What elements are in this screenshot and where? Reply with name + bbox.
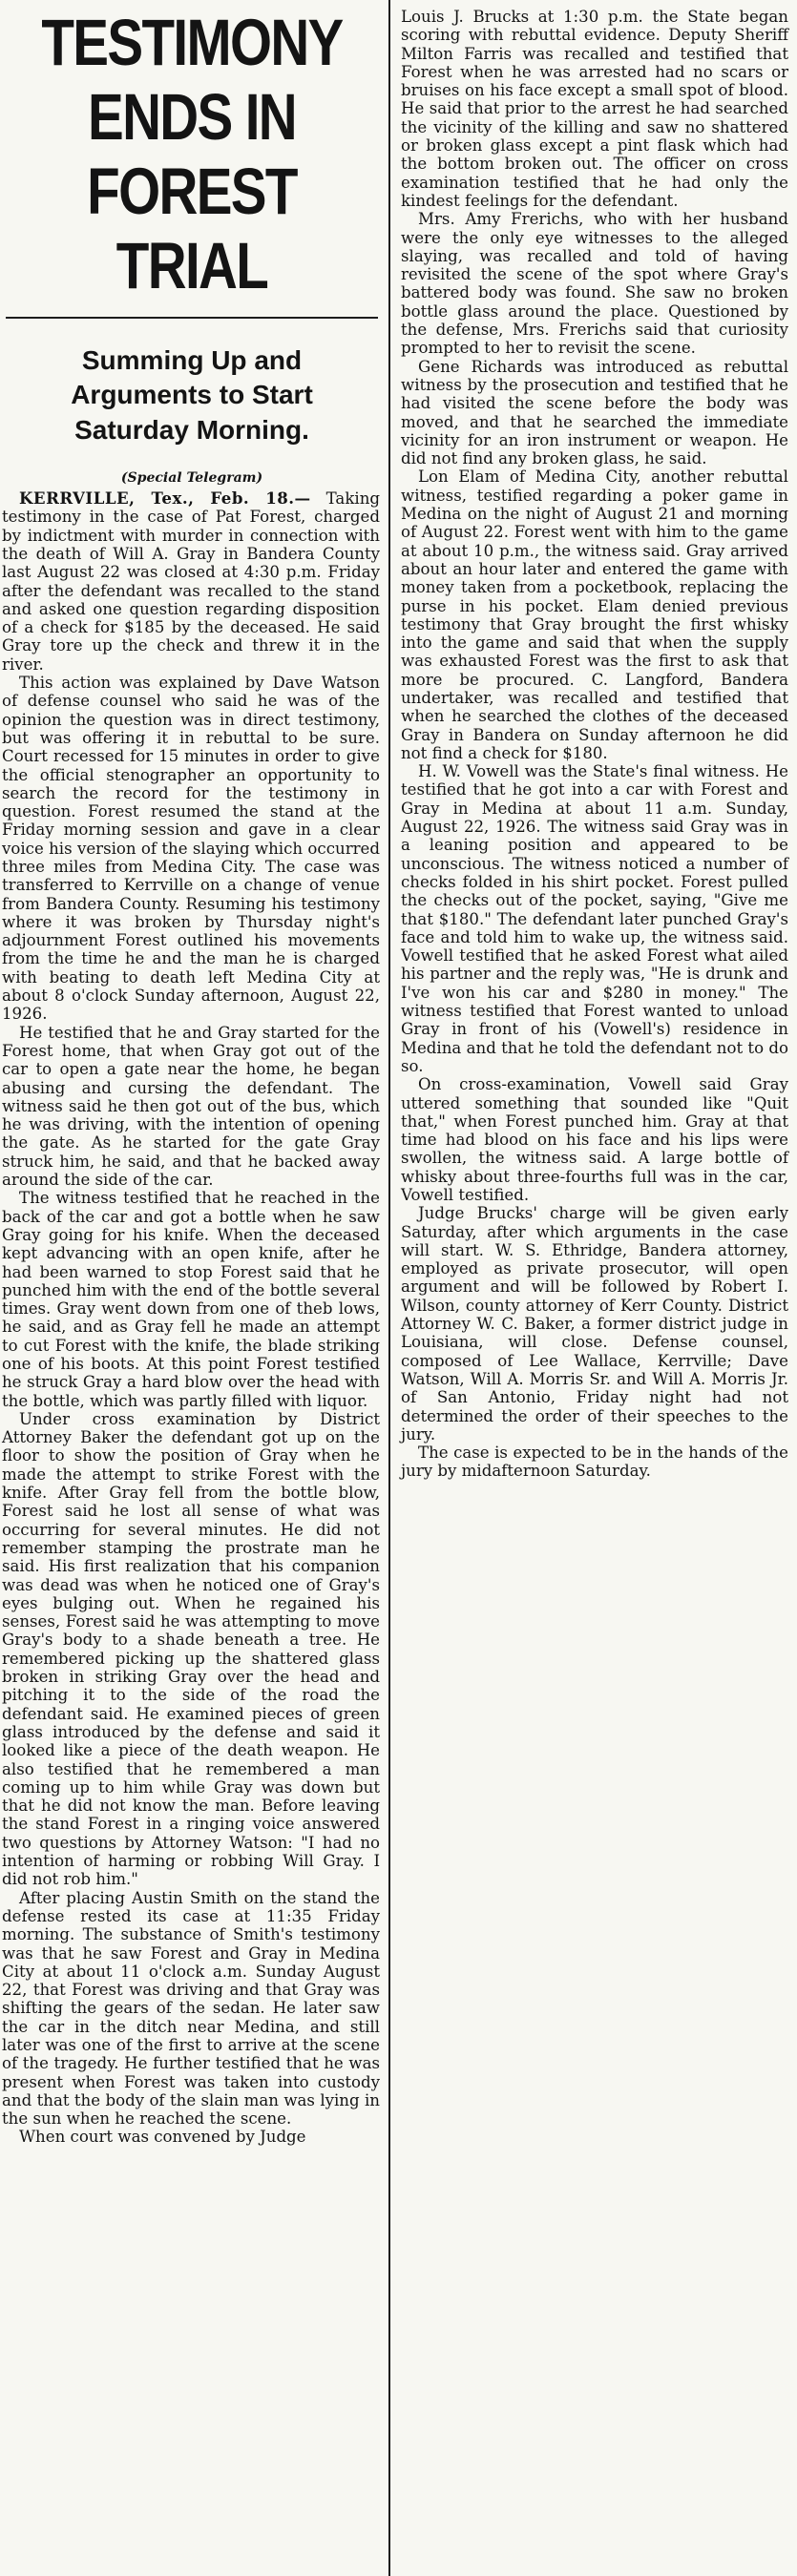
article-body-right	[397, 8, 790, 1481]
headline-rule	[6, 317, 378, 319]
article-body-left	[0, 489, 384, 2147]
paragraph: The case is expected to be in the hands of the jury by midafternoon Saturday.	[401, 1444, 788, 1481]
subheadline: Summing Up and Arguments to Start Saturday Morning.	[71, 344, 313, 445]
paragraph: Louis J. Brucks at 1:30 p.m. the State began scoring with rebuttal evidence. Deputy Sheriff Milton Farris was recalled and testified that Forest when he was arrested had no scars or bruises on his face except a small spot of blood. He said that prior to the arrest he had searched the vicinity of the killing and saw no shattered or broken glass except a pint flask which had the bottom broken out. The officer on cross examination testified that he had only the kindest feelings for the defendant.	[401, 8, 788, 210]
column-divider	[388, 0, 390, 2576]
left-column	[0, 0, 384, 2576]
paragraph-text: Taking testimony in the case of Pat Forest, charged by indictment with murder in connection with the death of Will A. Gray in Bandera County last August 22 was closed at 4:30 p.m. Friday after the defendant was recalled to the stand and asked one question regarding disposition of a check for $185 by the deceased. He said Gray tore up the check and threw it in the river.	[2, 489, 380, 674]
paragraph: H. W. Vowell was the State's final witness. He testified that he got into a car with Forest and Gray in Medina at about 11 a.m. Sunday, August 22, 1926. The witness said Gray was in a leaning position and appeared to be unconscious. The witness noticed a number of checks folded in his shirt pocket. Forest pulled the checks out of the pocket, saying, "Give me that $180." The defendant later punched Gray's face and told him to wake up, the witness said. Vowell testified that he asked Forest what ailed his partner and the reply was, "He is drunk and I've won his car and $280 in money." The witness testified that Forest wanted to unload Gray in front of his (Vowell's) residence in Medina and that he told the defendant not to do so.	[401, 762, 788, 1075]
paragraph: When court was convened by Judge	[19, 2128, 306, 2147]
paragraph: After placing Austin Smith on the stand the defense rested its case at 11:35 Friday morning. The substance of Smith's testimony was that he saw Forest and Gray in Medina City at about 11 o'clock a.m. Sunday August 22, that Forest was driving and that Gray was shifting the gears of the sedan. He later saw the car in the ditch near Medina, and still later was one of the first to arrive at the scene of the tragedy. He further testified that he was present when Forest was taken into custody and that the body of the slain man was lying in the sun when he reached the scene.	[2, 1888, 380, 2129]
paragraph: Mrs. Amy Frerichs, who with her husband were the only eye witnesses to the alleged slaying, was recalled and told of having revisited the scene of the spot where Gray's battered body was found. She saw no broken bottle glass around the place. Questioned by the defense, Mrs. Frerichs said that curiosity prompted to her to revisit the scene.	[401, 210, 788, 358]
paragraph: He testified that he and Gray started for the Forest home, that when Gray got out of the car to open a gate near the home, he began abusing and cursing the defendant. The witness said he then got out of the bus, which he was driving, with the intention of opening the gate. As he started for the gate Gray struck him, he said, and that he backed away around the side of the car.	[2, 1023, 380, 1190]
right-column	[397, 0, 790, 2576]
paragraph: This action was explained by Dave Watson of defense counsel who said he was of the opinion the question was in direct testimony, but was offering it in rebuttal to be sure. Court recessed for 15 minutes in order to give the official stenographer an opportunity to search the record for the testimony in question. Forest resumed the stand at the Friday morning session and gave in a clear voice his version of the slaying which occurred three miles from Medina City. The case was transferred to Kerrville on a change of venue from Bandera County. Resuming his testimony where it was broken by Thursday night's adjournment Forest outlined his movements from the time he and the man he is charged with beating to death left Medina City at about 8 o'clock Sunday afternoon, August 22, 1926.	[2, 674, 380, 1024]
paragraph: Lon Elam of Medina City, another rebuttal witness, testified regarding a poker game in Medina on the night of August 21 and morning of August 22. Forest went with him to the game at about 10 p.m., the witness said. Gray arrived about an hour later and entered the game with money taken from a pocketbook, replacing the purse in his pocket. Elam denied previous testimony that Gray brought the first whisky into the game and said that when the supply was exhausted Forest was the first to ask that more be procured. C. Langford, Bandera undertaker, was recalled and testified that when he searched the clothes of the deceased Gray in Bandera on Sunday afternoon he did not find a check for $180.	[401, 467, 788, 762]
paragraph	[0, 489, 384, 674]
credit-line: (Special Telegram)	[120, 470, 263, 487]
paragraph: The witness testified that he reached in the back of the car and got a bottle when he saw Gray going for his knife. When the deceased kept advancing with an open knife, after he had been warned to stop Forest said that he punched him with the end of the bottle several times. Gray went down from one of theb lows, he said, and as Gray fell he made an attempt to cut Forest with the knife, the blade striking one of his boots. At this point Forest testified he struck Gray a hard blow over the head with the bottle, which was partly filled with liquor.	[2, 1189, 380, 1410]
paragraph: Judge Brucks' charge will be given early Saturday, after which arguments in the case will start. W. S. Ethridge, Bandera attorney, employed as private prosecutor, will open argument and will be followed by Robert I. Wilson, county attorney of Kerr County. District Attorney W. C. Baker, a former district judge in Louisiana, will close. Defense counsel, composed of Lee Wallace, Kerrville; Dave Watson, Will A. Morris Sr. and Will A. Morris Jr. of San Antonio, Friday night had not determined the order of their speeches to the jury.	[401, 1204, 788, 1444]
paragraph: On cross-examination, Vowell said Gray uttered something that sounded like "Quit that," when Forest punched him. Gray at that time had blood on his face and his lips were swollen, the witness said. A large bottle of whisky about three-fourths full was in the car, Vowell testified.	[401, 1075, 788, 1204]
headline: TESTIMONY ENDS IN FOREST TRIAL	[41, 6, 343, 302]
dateline: KERRVILLE, Tex., Feb. 18.—	[19, 488, 311, 509]
paragraph: Under cross examination by District Attorney Baker the defendant got up on the floor to show the position of Gray when he made the attempt to strike Forest with the knife. After Gray fell from the bottle blow, Forest said he lost all sense of what was occurring for several minutes. He did not remember stamping the prostrate man he said. His first realization that his companion was dead was when he noticed one of Gray's eyes bulging out. When he regained his senses, Forest said he was attempting to move Gray's body to a shade beneath a tree. He remembered picking up the shattered glass broken in striking Gray over the head and pitching it to the side of the road the defendant said. He examined pieces of green glass introduced by the defense and said it looked like a piece of the death weapon. He also testified that he remembered a man coming up to him while Gray was down but that he did not know the man. Before leaving the stand Forest in a ringing voice answered two questions by Attorney Watson: "I had no intention of harming or robbing Will Gray. I did not rob him."	[2, 1409, 380, 1889]
paragraph: Gene Richards was introduced as rebuttal witness by the prosecution and testified that he had visited the scene before the body was moved, and that he searched the immediate vicinity for an iron instrument or weapon. He did not find any broken glass, he said.	[401, 357, 788, 468]
